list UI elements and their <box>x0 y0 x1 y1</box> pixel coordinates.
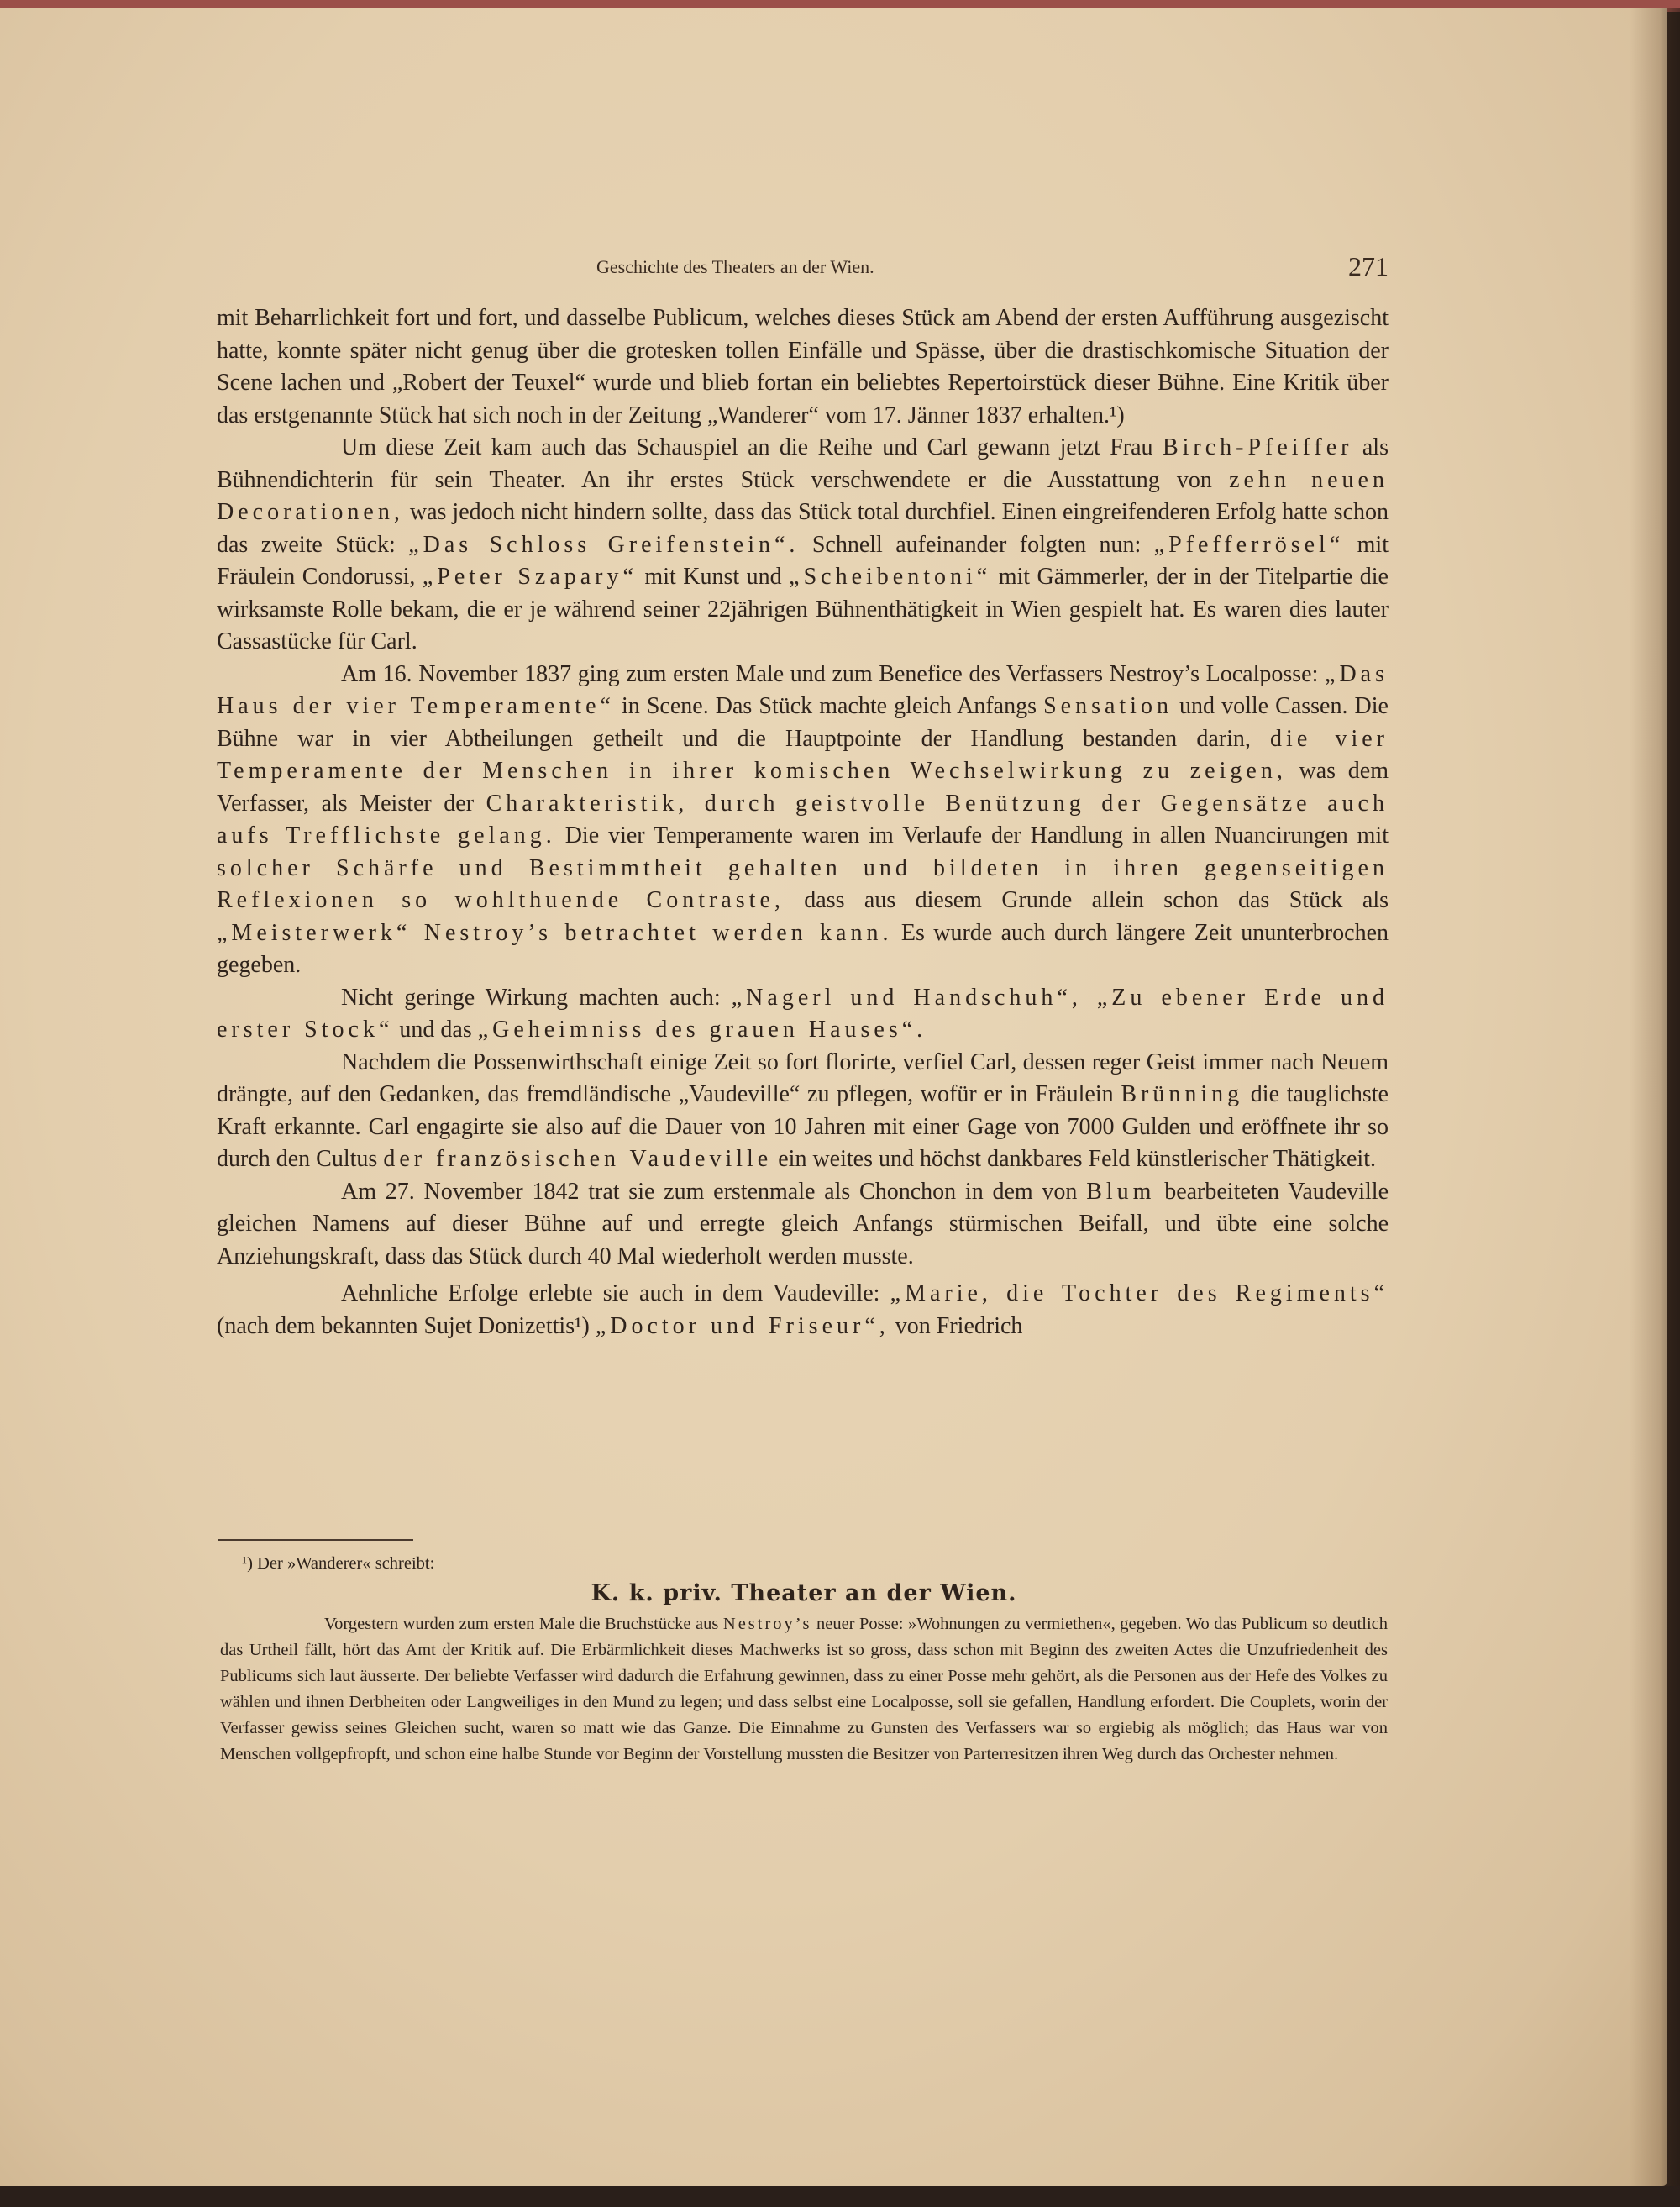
spaced-name: Blum <box>1086 1178 1156 1205</box>
spaced-emphasis: „Meisterwerk“ Nestroy’s betrachtet werden kann. <box>217 919 893 946</box>
text-run: (nach dem bekannten Sujet Donizettis¹) <box>217 1312 596 1339</box>
footnote-block <box>220 1551 1388 1768</box>
spaced-emphasis: solcher Schärfe und Bestimmtheit gehalten und bildeten in ihren gegenseitigen Reflexionen so wohlthuende Contraste, <box>217 854 1389 913</box>
footnote-intro: ¹) Der »Wanderer« schreibt: <box>242 1554 435 1573</box>
text-run: als Bühnendichterin für sein Theater. An ihr erstes Stück verschwendete er die Ausstattung von <box>217 434 1389 493</box>
text-run: Um diese Zeit kam auch das Schauspiel an die Reihe und Carl gewann jetzt Frau <box>341 434 1163 460</box>
page-gutter-shadow <box>1630 8 1680 2186</box>
paragraph-6 <box>217 1176 1389 1274</box>
spaced-emphasis: zehn neuen Decorationen, <box>217 466 1389 525</box>
text-run: Nachdem die Possenwirthschaft einige Zeit so fort florirte, verfiel Carl, dessen reger Geist immer nach Neuem drängte, auf den Gedanken, das fremdländische „Vaudeville“ zu pflegen, wofür er in Fräulein <box>217 1048 1389 1107</box>
spaced-title: „Das Haus der vier Temperamente“ <box>217 660 1389 719</box>
page-number: 271 <box>1348 251 1389 281</box>
spaced-name: Brünning <box>1121 1081 1244 1107</box>
paragraph-4 <box>217 982 1389 1047</box>
page-header <box>217 251 1389 293</box>
text-run: die tauglichste Kraft erkannte. Carl engagirte sie also auf die Dauer von 10 Jahren mit einer Gage von 7000 Gulden und eröffnete ihr so durch den Cultus <box>217 1081 1389 1172</box>
text-run: Am 27. November 1842 trat sie zum erstenmale als Chonchon in dem von <box>341 1178 1087 1205</box>
spaced-title: „Geheimniss des grauen Hauses“. <box>477 1017 927 1043</box>
spaced-title: „Peter Szapary“ <box>422 564 638 590</box>
text-run: Nicht geringe Wirkung machten auch: <box>341 984 732 1011</box>
text-run: mit Gämmerler, der in der Titelpartie die wirksamste Rolle bekam, die er je während seiner 22jährigen Bühnenthätigkeit in Wien gespielt hat. Es waren dies lauter Cassastücke für Carl. <box>217 564 1389 654</box>
spaced-emphasis: die vier Temperamente der Menschen in ihrer komischen Wechselwirkung zu zeigen, <box>217 725 1389 784</box>
spaced-emphasis: der französischen Vaudeville <box>383 1146 773 1172</box>
spaced-title: „Marie, die Tochter des Regiments“ <box>890 1280 1389 1306</box>
text-run: und volle Cassen. Die Bühne war in vier Abtheilungen getheilt und die Hauptpointe der Handlung bestanden darin, <box>217 693 1389 752</box>
text-run: in Scene. Das Stück machte gleich Anfangs <box>614 693 1044 719</box>
footnote-quote <box>220 1611 1388 1768</box>
text-run: bearbeiteten Vaudeville gleichen Namens auf dieser Bühne auf und erregte gleich Anfangs stürmischen Beifall, und übte eine solche Anziehungskraft, dass das Stück durch 40 Mal wiederholt werden musste. <box>217 1178 1389 1269</box>
text-run: von Friedrich <box>889 1312 1023 1339</box>
text-run: neuer Posse: »Wohnungen zu vermiethen«, gegeben. Wo das Publicum so deutlich das Urtheil fällt, hört das Amt der Kritik auf. Die Erbärmlichkeit dieses Machwerks ist so gross, dass schon mit Beginn des zweiten Actes die Unzufriedenheit des Publicums sich laut äusserte. Der beliebte Verfasser wird dadurch die Erfahrung gewinnen, dass zu einer Posse mehr gehört, als die Personen aus der Hefe des Volkes zu wählen und ihnen Derbheiten oder Langweiliges in den Mund zu legen; und dass selbst eine Localposse, soll sie gefallen, Handlung erfordert. Die Couplets, worin der Verfasser gewiss seines Gleichen sucht, waren so matt wie das Ganze. Die Einnahme zu Gunsten des Verfassers war so ergiebig als möglich; das Haus war von Menschen vollgepfropft, und schon eine halbe Stunde vor Beginn der Vorstellung mussten die Besitzer von Parterresitzen ihren Weg durch das Orchester nehmen. <box>220 1615 1388 1763</box>
text-run: Aehnliche Erfolge erlebte sie auch in dem Vaudeville: <box>341 1280 890 1306</box>
main-text <box>217 302 1389 1343</box>
spaced-title: „Nagerl und Handschuh“, „Zu ebener Erde und erster Stock“ <box>217 984 1389 1043</box>
text-run: was jedoch nicht hindern sollte, dass das Stück total durchfiel. Einen eingreifenderen Erfolg hatte schon das zweite Stück: <box>217 499 1389 558</box>
text-run: Schnell aufeinander folgten nun: <box>799 531 1154 558</box>
paragraph-1: mit Beharrlichkeit fort und fort, und dasselbe Publicum, welches dieses Stück am Abend der ersten Aufführung ausgezischt hatte, konnte später nicht genug über die grotesken tollen Einfälle und Spässe, über die drastischkomische Situation der Scene lachen und „Robert der Teuxel“ wurde und blieb fortan ein beliebtes Repertoirstück dieser Bühne. Eine Kritik über das erstgenannte Stück hat sich noch in der Zeitung „Wanderer“ vom 17. Jänner 1837 erhalten.¹) <box>217 305 1389 428</box>
text-run: und das <box>393 1017 478 1043</box>
spaced-title: „Doctor und Friseur“, <box>595 1312 890 1339</box>
spaced-title: „Das Schloss Greifenstein“. <box>408 531 800 558</box>
footnote-divider <box>218 1539 413 1541</box>
text-run: mit Kunst und <box>637 564 790 590</box>
text-run: dass aus diesem Grunde allein schon das Stück als <box>784 887 1389 913</box>
paragraph-5 <box>217 1047 1389 1176</box>
text-run: Vorgestern wurden zum ersten Male die Bruchstücke aus <box>324 1615 723 1633</box>
spaced-title: „Scheibentoni“ <box>789 564 992 590</box>
text-run: was dem Verfasser, als Meister der <box>217 758 1389 817</box>
spaced-emphasis: Charakteristik, durch geistvolle Benützung der Gegensätze auch aufs Trefflichste gelang. <box>217 790 1389 849</box>
spaced-name: Birch-Pfeiffer <box>1162 434 1353 460</box>
text-run: Am 16. November 1837 ging zum ersten Male und zum Benefice des Verfassers Nestroy’s Localposse: <box>341 660 1326 687</box>
spaced-title: „Pfefferrösel“ <box>1153 531 1345 558</box>
text-run: Die vier Temperamente waren im Verlaufe der Handlung in allen Nuancirungen mit <box>555 822 1389 849</box>
spaced-name: Nestroy’s <box>722 1615 812 1633</box>
spaced-emphasis: Sensation <box>1043 693 1173 719</box>
text-run: mit Fräulein Condorussi, <box>217 531 1389 590</box>
text-run: Es wurde auch durch längere Zeit ununterbrochen gegeben. <box>217 919 1389 978</box>
paragraph-7 <box>217 1278 1389 1343</box>
text-run: ein weites und höchst dankbares Feld künstlerischer Thätigkeit. <box>772 1146 1376 1172</box>
paragraph-3 <box>217 659 1389 982</box>
footnote-heading: K. k. priv. Theater an der Wien. <box>591 1580 1017 1606</box>
running-head: Geschichte des Theaters an der Wien. <box>596 256 874 277</box>
paragraph-2 <box>217 432 1389 659</box>
